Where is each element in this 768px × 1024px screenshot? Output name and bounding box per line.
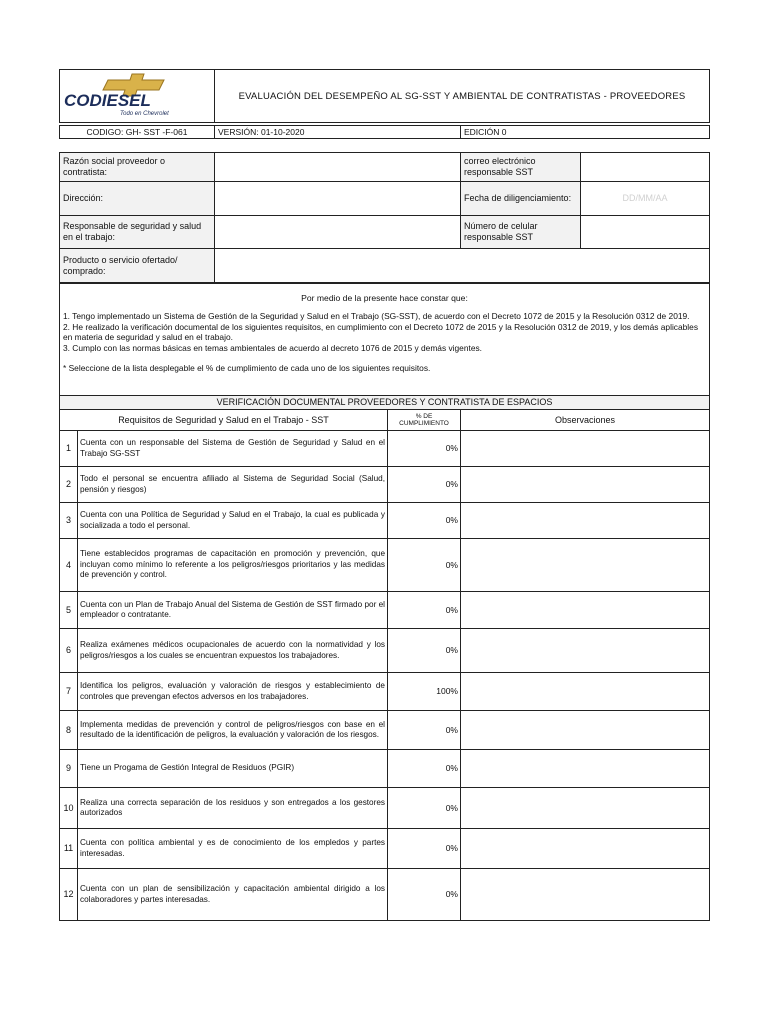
row-observations-field[interactable] <box>461 788 710 829</box>
row-observations-field[interactable] <box>461 467 710 503</box>
declaration-item-1: 1. Tengo implementado un Sistema de Gestión de la Seguridad y Salud en el Trabajo (SG-SST), de acuerdo con el Decreto 1072 de 2015 y la Resolución 0312 de 2019. <box>63 310 690 321</box>
table-row <box>60 629 710 673</box>
row-requirement: Cuenta con política ambiental y es de conocimiento de los empledos y partes interesadas. <box>78 829 388 869</box>
row-requirement: Tiene establecidos programas de capacitación en promoción y prevención, que incluyan como mínimo lo referente a los peligros/riesgos prioritarios y las medidas de prevención y control. <box>78 539 388 592</box>
row-number: 11 <box>60 829 78 869</box>
logo-cell <box>60 70 215 123</box>
table-row <box>60 503 710 539</box>
table-row <box>60 539 710 592</box>
row-requirement: Cuenta con un Plan de Trabajo Anual del Sistema de Gestión de SST firmado por el empleador o contratante. <box>78 592 388 629</box>
producto-field[interactable] <box>215 249 710 283</box>
correo-label: correo electrónico responsable SST <box>461 153 581 182</box>
declaration-table <box>59 283 710 398</box>
col-requisitos-header: Requisitos de Seguridad y Salud en el Trabajo - SST <box>60 410 388 431</box>
row-compliance-select[interactable]: 0% <box>388 592 461 629</box>
razon-social-label: Razón social proveedor o contratista: <box>60 153 215 182</box>
row-observations-field[interactable] <box>461 431 710 467</box>
fecha-label: Fecha de diligenciamiento: <box>461 182 581 216</box>
fecha-field[interactable]: DD/MM/AA <box>581 182 710 216</box>
row-number: 9 <box>60 750 78 788</box>
declaration-intro: Por medio de la presente hace constar que: <box>301 293 468 303</box>
table-row <box>60 711 710 750</box>
codes-table <box>59 125 710 139</box>
row-number: 4 <box>60 539 78 592</box>
row-number: 6 <box>60 629 78 673</box>
declaration-item-3: 3. Cumplo con las normas básicas en temas ambientales de acuerdo al decreto 1076 de 2015 y demás vigentes. <box>63 343 482 354</box>
row-observations-field[interactable] <box>461 869 710 921</box>
logo-brand-text: CODIESEL <box>64 91 151 110</box>
row-requirement: Cuenta con un responsable del Sistema de Gestión de Seguridad y Salud en el Trabajo SG-SST <box>78 431 388 467</box>
row-compliance-select[interactable]: 0% <box>388 431 461 467</box>
row-number: 12 <box>60 869 78 921</box>
row-compliance-select[interactable]: 0% <box>388 629 461 673</box>
row-number: 1 <box>60 431 78 467</box>
row-compliance-select[interactable]: 100% <box>388 673 461 711</box>
bowtie-emblem-icon <box>60 70 215 122</box>
form-edition: EDICIÓN 0 <box>461 126 710 139</box>
form-title: EVALUACIÓN DEL DESEMPEÑO AL SG-SST Y AMBIENTAL DE CONTRATISTAS - PROVEEDORES <box>215 70 710 123</box>
declaration-cell <box>60 284 710 398</box>
row-observations-field[interactable] <box>461 503 710 539</box>
row-requirement: Implementa medidas de prevención y control de peligros/riesgos con base en el resultado de la identificación de peligros, la evaluación y valoración de los riesgos. <box>78 711 388 750</box>
row-observations-field[interactable] <box>461 592 710 629</box>
responsable-field[interactable] <box>215 216 461 249</box>
row-compliance-select[interactable]: 0% <box>388 467 461 503</box>
producto-label: Producto o servicio ofertado/ comprado: <box>60 249 215 283</box>
header-table <box>59 69 710 123</box>
table-row <box>60 869 710 921</box>
row-compliance-select[interactable]: 0% <box>388 829 461 869</box>
declaration-item-2: 2. He realizado la verificación documental de los siguientes requisitos, en cumplimiento con el Decreto 1072 de 2015 y la Resolución 0312 de 2019, y los demás aplicables en materia de seguridad y salud en el trabajo. <box>63 321 699 343</box>
logo-tagline-text: Todo en Chevrolet <box>120 111 169 117</box>
row-number: 10 <box>60 788 78 829</box>
row-observations-field[interactable] <box>461 539 710 592</box>
form-version: VERSIÓN: 01-10-2020 <box>215 126 461 139</box>
declaration-note: * Seleccione de la lista desplegable el % de cumplimiento de cada uno de los siguientes requisitos. <box>63 362 431 373</box>
row-requirement: Todo el personal se encuentra afiliado al Sistema de Seguridad Social (Salud, pensión y riesgos) <box>78 467 388 503</box>
col-cumplimiento-header: % DE CUMPLIMIENTO <box>388 410 461 431</box>
codiesel-logo <box>60 70 214 122</box>
form-code: CODIGO: GH- SST -F-061 <box>60 126 215 139</box>
row-observations-field[interactable] <box>461 829 710 869</box>
table-row <box>60 467 710 503</box>
row-compliance-select[interactable]: 0% <box>388 869 461 921</box>
razon-social-field[interactable] <box>215 153 461 182</box>
table-row <box>60 431 710 467</box>
responsable-label: Responsable de seguridad y salud en el trabajo: <box>60 216 215 249</box>
direccion-label: Dirección: <box>60 182 215 216</box>
row-number: 2 <box>60 467 78 503</box>
table-row <box>60 750 710 788</box>
row-number: 7 <box>60 673 78 711</box>
row-requirement: Realiza exámenes médicos ocupacionales de acuerdo con la normatividad y los peligros/riesgos a los cuales se encuentran expuestos los trabajadores. <box>78 629 388 673</box>
table-row <box>60 592 710 629</box>
provider-info-table <box>59 152 710 283</box>
row-requirement: Cuenta con una Política de Seguridad y Salud en el Trabajo, la cual es publicada y socializada a todo el personal. <box>78 503 388 539</box>
row-number: 8 <box>60 711 78 750</box>
col-observaciones-header: Observaciones <box>461 410 710 431</box>
row-requirement: Realiza una correcta separación de los residuos y son entregados a los gestores autorizados <box>78 788 388 829</box>
section-title: VERIFICACIÓN DOCUMENTAL PROVEEDORES Y CONTRATISTA DE ESPACIOS <box>60 396 710 410</box>
celular-label: Número de celular responsable SST <box>461 216 581 249</box>
requirements-table <box>59 395 710 921</box>
row-observations-field[interactable] <box>461 711 710 750</box>
row-observations-field[interactable] <box>461 673 710 711</box>
row-requirement: Identifica los peligros, evaluación y valoración de riesgos y establecimiento de controles que prevengan efectos adversos en los trabajadores. <box>78 673 388 711</box>
celular-field[interactable] <box>581 216 710 249</box>
table-row <box>60 673 710 711</box>
correo-field[interactable] <box>581 153 710 182</box>
table-row <box>60 829 710 869</box>
row-compliance-select[interactable]: 0% <box>388 539 461 592</box>
table-row <box>60 788 710 829</box>
direccion-field[interactable] <box>215 182 461 216</box>
row-observations-field[interactable] <box>461 629 710 673</box>
row-compliance-select[interactable]: 0% <box>388 750 461 788</box>
row-compliance-select[interactable]: 0% <box>388 711 461 750</box>
row-observations-field[interactable] <box>461 750 710 788</box>
row-requirement: Cuenta con un plan de sensibilización y capacitación ambiental dirigido a los colaboradores y partes interesadas. <box>78 869 388 921</box>
row-number: 5 <box>60 592 78 629</box>
row-compliance-select[interactable]: 0% <box>388 503 461 539</box>
row-requirement: Tiene un Progama de Gestión Integral de Residuos (PGIR) <box>78 750 388 788</box>
row-number: 3 <box>60 503 78 539</box>
row-compliance-select[interactable]: 0% <box>388 788 461 829</box>
